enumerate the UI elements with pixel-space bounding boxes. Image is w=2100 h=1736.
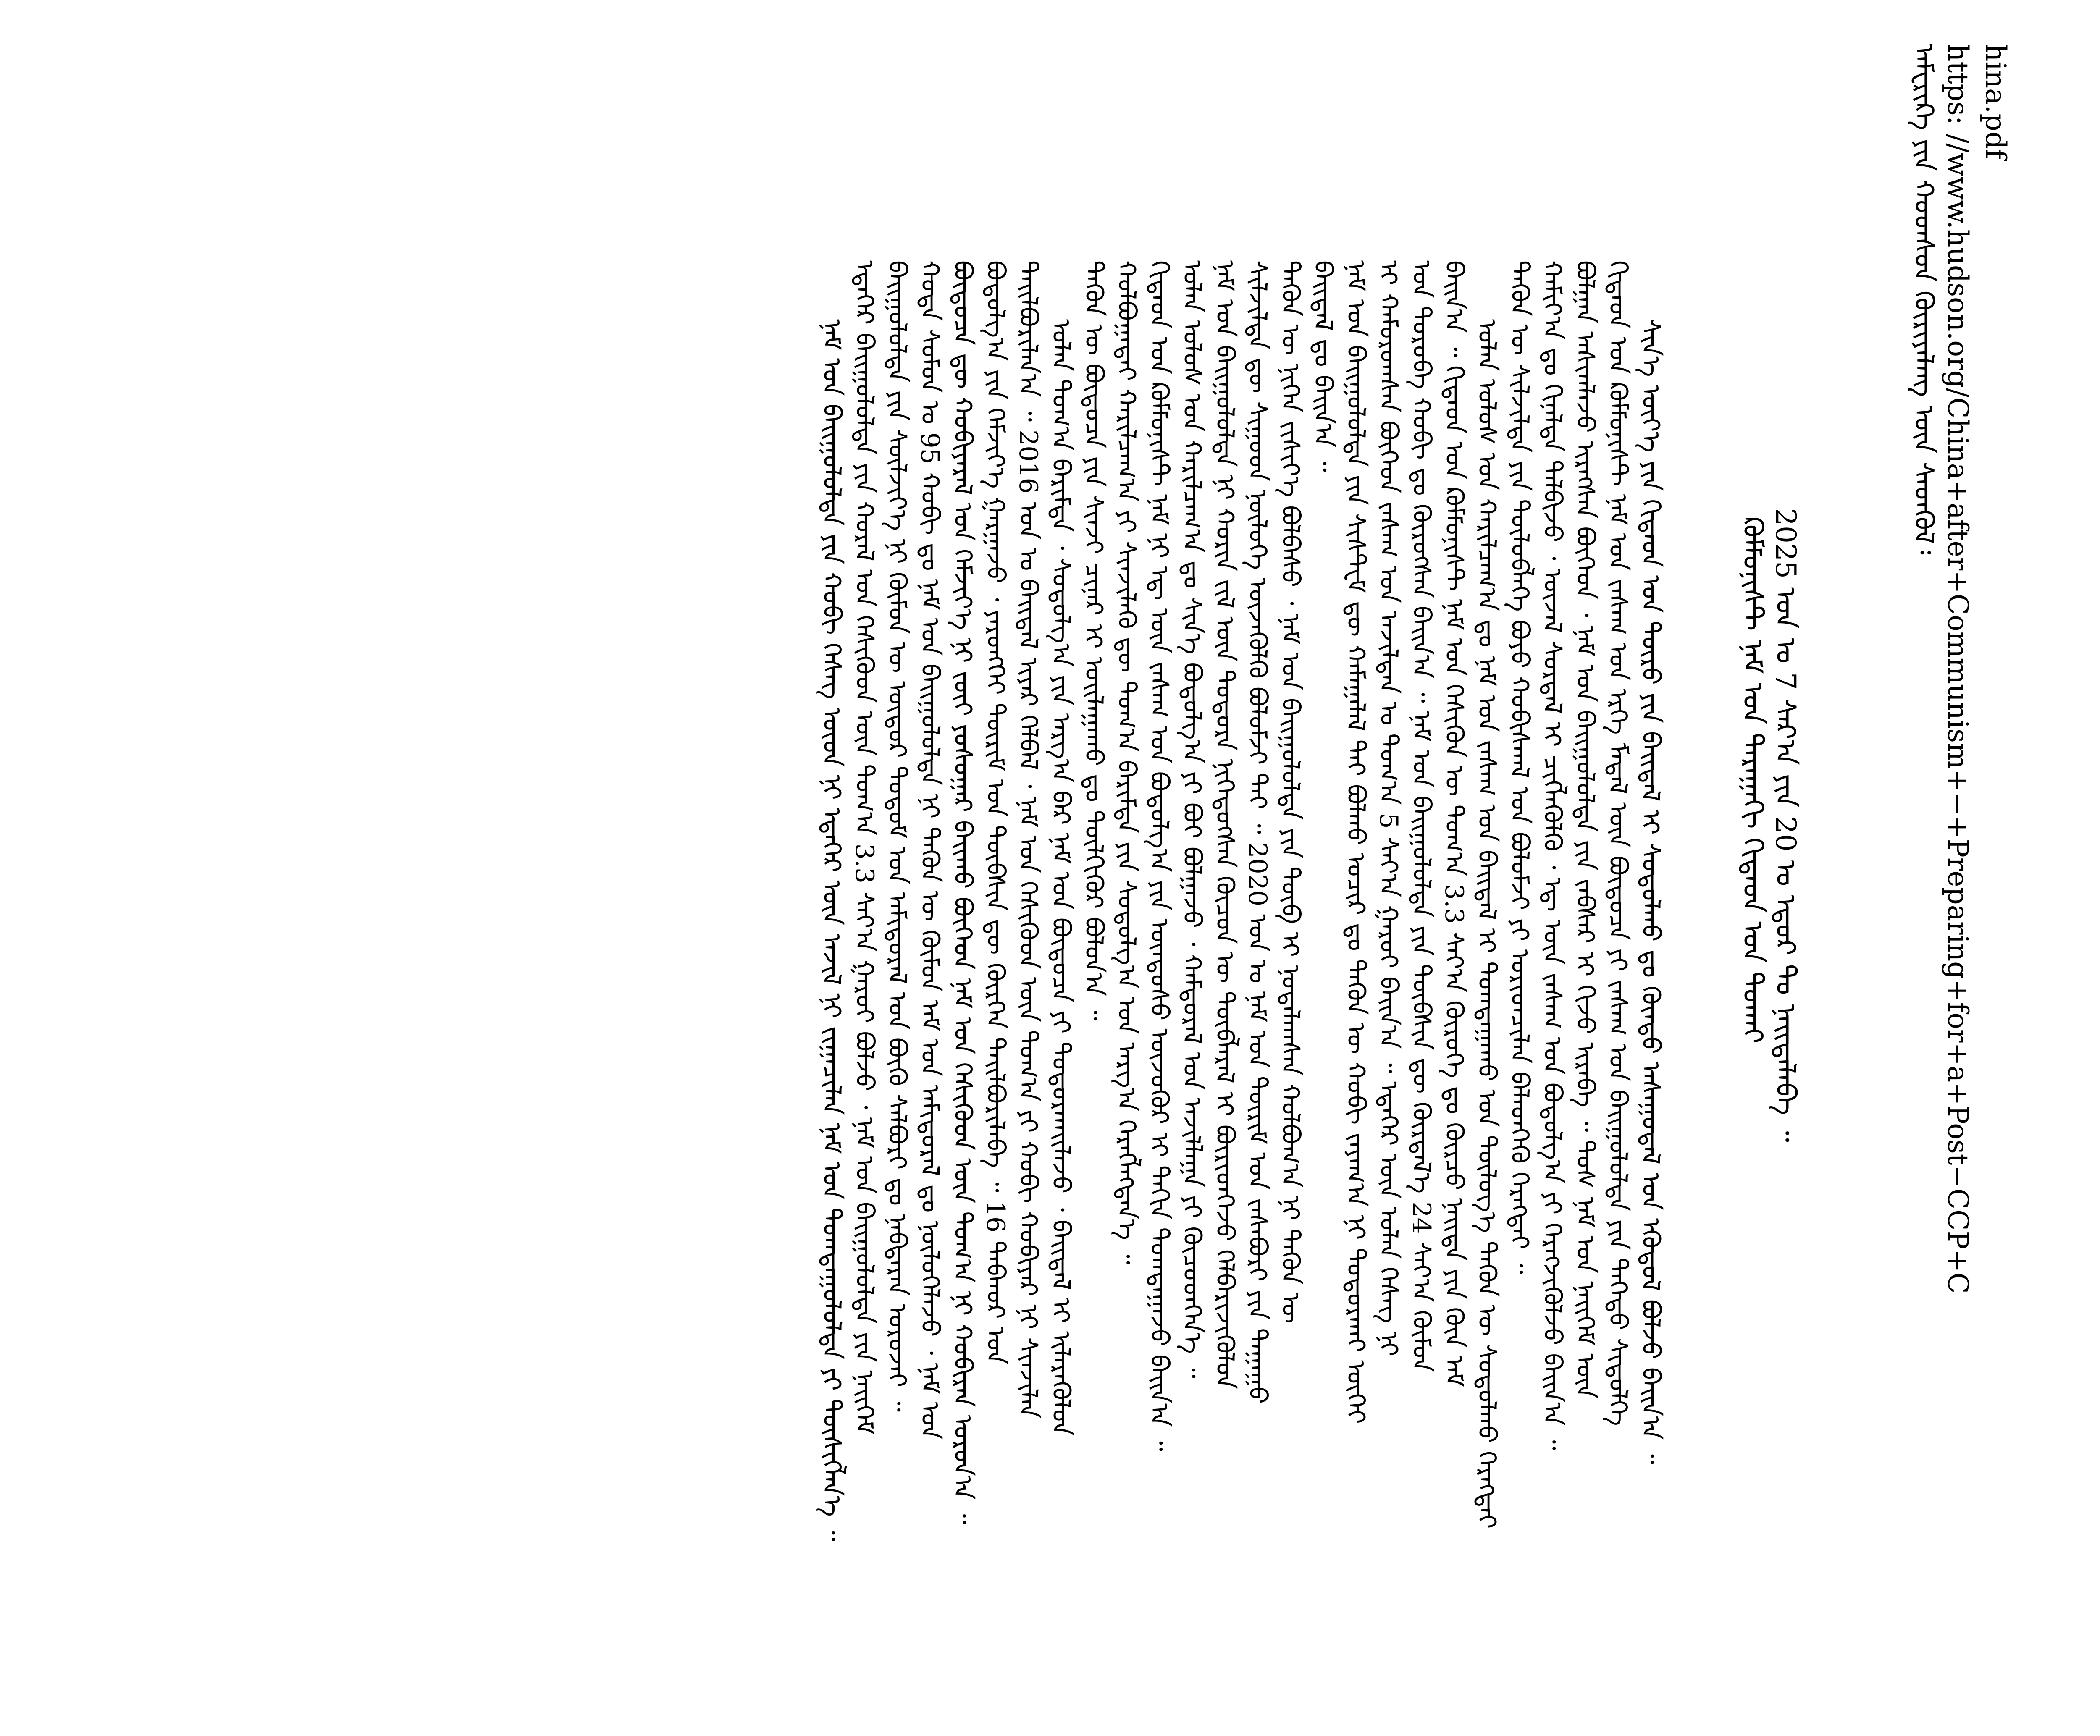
body-line: ᠬᠠᠮᠢᠶ᠎ᠠ ᠳᠤ ᠬᠢᠨᠠᠯᠲᠠ ᠲᠠᠯᠪᠢᠵᠤ ᠂ ᠦᠵᠡᠯ ᠰᠤᠷᠲᠠᠯ ᠢ ᠴᠢᠭᠯᠡᠭᠦᠯᠬᠦ ᠂ ᠡᠳ᠋ ᠦᠨ ᠵᠠᠰᠠᠭ ᠤᠨ ᠪᠣᠳᠣᠯᠭ᠎ᠠ ᠶᠢ ᠬᠡᠷᠡᠭᠵᠢᠭᠦᠯᠵᠦ ᠪᠠᠢᠨ᠎ᠠ ᠃ xyxy=(1538,260,1567,1450)
body-line: ᠣᠯᠠᠨ ᠤᠯᠤᠰ ᠤᠨ ᠬᠠᠷᠢᠯᠴᠠᠭ᠎ᠠ ᠳᠤ ᠨᠠᠮ ᠤᠨ ᠵᠠᠰᠠᠭ ᠤᠨ ᠪᠠᠢᠳᠠᠯ ᠢ ᠲᠣᠭᠲᠠᠭᠠᠬᠤ ᠤᠨ ᠲᠥᠯᠥᠭ᠎ᠡ ᠲᠡᠭᠦᠨ ᠦ ᠰᠣᠳᠤᠯᠬᠤ ᠬᠡᠷᠡᠭᠲᠡᠢ xyxy=(1472,319,1502,1529)
body-line: ᠤᠨ ᠳᠤᠷᠤᠪᠠ ᠬᠤᠪᠢ ᠳᠤ ᠬᠦᠷᠦᠭᠰᠡᠨ ᠪᠠᠢᠨ᠎ᠠ ᠃ ᠨᠠᠮ ᠤᠨ ᠪᠠᠢᠭᠤᠯᠤᠯᠲᠠ ᠶᠢᠨ ᠲᠦᠪᠰᠢᠨ ᠳᠦ ᠬᠦᠷᠲᠡᠯ᠎ᠡ 24 ᠰᠠᠶ᠎ᠠ ᠬᠦᠮᠦᠨ xyxy=(1407,260,1436,1372)
body-line: ᠣᠯᠠᠨ ᠤᠯᠤᠰ ᠤᠨ ᠬᠠᠷᠢᠯᠴᠠᠭ᠎ᠠ ᠳᠤ ᠰᠢᠨ᠎ᠡ ᠪᠣᠳᠣᠯᠭ᠎ᠠ ᠶᠢ ᠪᠤᠢ ᠪᠣᠯᠭᠠᠵᠤ ᠂ ᠬᠠᠮᠲᠤᠷᠠᠯ ᠤᠨ ᠠᠵᠢᠯᠯᠠᠭᠠ ᠶᠢ ᠬᠦᠴᠦᠳᠬᠡᠨ᠎ᠡ ᠃ xyxy=(1177,260,1207,1379)
body-line: ᠲᠠᠢᠯᠪᠤᠷᠢᠯᠠᠨ᠎ᠠ ᠃ 2016 ᠣᠨ ᠤ ᠪᠠᠢᠳᠠᠯ ᠢᠶᠠᠷ ᠬᠡᠯᠪᠡᠯ ᠂ ᠨᠠᠮ ᠤᠨ ᠭᠡᠰᠢᠭᠦᠳ ᠦᠨ ᠲᠣᠭ᠎ᠠ ᠶᠢ ᠬᠤᠪᠢ ᠬᠤᠪᠢᠶᠠᠷ ᠨᠢ ᠰᠢᠨᠵᠢᠯᠡᠨ xyxy=(1013,260,1043,1419)
body-line: ᠨᠠᠮ ᠤᠨ ᠪᠠᠢᠭᠤᠯᠤᠯᠲᠠ ᠶᠢᠨ ᠰᠢᠰᠲ᠋ᠧᠮ ᠳᠦ ᠬᠠᠮᠠᠭᠠᠯᠠᠯ ᠲᠠᠢ ᠪᠣᠯᠬᠤ ᠤᠴᠢᠷ ᠳᠤ ᠲᠡᠭᠦᠨ ᠦ ᠬᠤᠪᠢ ᠵᠠᠶᠠᠭ᠎ᠠ ᠨᠢ ᠲᠣᠳᠣᠷᠬᠠᠢ ᠦᠭᠡᠢ xyxy=(1341,260,1370,1424)
body-line: ᠲᠡᠭᠦᠨ ᠦ ᠨᠢᠭᠡᠨ ᠵᠢᠱᠢᠶ᠎ᠡ ᠪᠣᠯᠪᠠᠰᠤ ᠂ ᠨᠠᠮ ᠤᠨ ᠪᠠᠢᠭᠤᠯᠤᠯᠲᠠ ᠶᠢᠨ ᠲᠥᠪ ᠢ ᠨᠣᠲᠠᠯᠠᠭᠰᠠᠨ ᠬᠣᠯᠪᠤᠭ᠎ᠠ ᠨᠢ ᠲᠡᠭᠦᠨ ᠦ xyxy=(1276,260,1305,1324)
body-line: ᠢ ᠬᠠᠮᠤᠷᠤᠭᠰᠠᠨ ᠪᠥᠭᠡᠳ ᠵᠠᠰᠠᠭ ᠤᠨ ᠠᠵᠢᠯᠲᠠᠨ ᠤ ᠲᠣᠭ᠎ᠠ 5 ᠰᠠᠶ᠎ᠠ ᠭᠠᠷᠤᠢ ᠪᠠᠢᠨ᠎ᠠ ᠃ ᠡᠳᠡᠭᠡᠷ ᠦᠨ ᠣᠯᠠᠨ ᠬᠡᠰᠡᠭ ᠨᠢ xyxy=(1374,260,1403,1356)
body-line: ᠨᠠᠮ ᠤᠨ ᠪᠠᠢᠭᠤᠯᠤᠯᠲᠠ ᠶᠢᠨ ᠬᠤᠪᠢ ᠬᠡᠰᠡᠭ ᠦᠳ ᠨᠢ ᠡᠳᠡᠭᠡᠷ ᠦᠨ ᠠᠵᠢᠯ ᠨᠢ ᠵᠢᠭᠠᠴᠢᠯᠠᠨ ᠨᠠᠮ ᠤᠨ ᠲᠣᠭᠲᠠᠭᠤᠯᠤᠯᠲᠠ ᠶᠢ ᠲᠦᠰᠢᠭᠯᠡᠨ᠎ᠡ ᠃ xyxy=(817,319,846,1542)
body-line: ᠪᠠᠢᠭᠤᠯᠤᠯᠲᠠ ᠶᠢᠨ ᠰᠦᠯᠵᠢᠶ᠎ᠡ ᠨᠢ ᠬᠦᠮᠦᠨ ᠦ ᠥᠳᠥᠷ ᠲᠤᠲᠤᠮ ᠤᠨ ᠠᠮᠢᠳᠤᠷᠠᠯ ᠤᠨ ᠪᠦᠬᠦ ᠰᠠᠯᠪᠤᠷᠢ ᠳᠤ ᠨᠡᠪᠲᠡᠷᠡᠨ ᠣᠷᠣᠵᠠᠢ ᠃ xyxy=(882,260,912,1412)
article-subtitle: ᠺᠣᠮᠮᠦᠨᠢᠰᠲ ᠨᠠᠮ ᠤᠨ ᠳᠠᠷᠠᠭᠠᠬᠢ ᠬᠢᠲᠠᠳ ᠤᠨ ᠲᠤᠬᠠᠢ xyxy=(1737,517,1769,1044)
body-line: ᠪᠦᠲᠦᠴᠡ ᠳᠦ ᠬᠤᠪᠢᠶᠠᠷᠠᠯ ᠤᠨ ᠬᠡᠮᠵᠢᠶ᠎ᠡ ᠨᠢ ᠵᠦᠢ ᠶᠣᠰᠤᠭᠠᠷ ᠪᠠᠢᠬᠤ ᠪᠥᠭᠡᠳ ᠨᠠᠮ ᠤᠨ ᠭᠡᠰᠢᠭᠦᠳ ᠦᠨ ᠲᠣᠭ᠎ᠠ ᠨᠢ ᠬᠤᠪᠢᠷᠠᠨ ᠣᠷᠣᠨ᠎ᠠ ᠃ xyxy=(948,260,977,1524)
body-line: ᠲᠡᠭᠦᠨ ᠦ ᠪᠦᠲᠦᠴᠡ ᠶᠢᠨ ᠰᠢᠨᠵᠢ ᠴᠢᠨᠠᠷ ᠢ ᠣᠢᠯᠠᠭᠠᠬᠤ ᠳᠤ ᠲᠦᠯᠬᠢᠭᠦᠷ ᠪᠣᠯᠤᠨ᠎ᠠ ᠃ xyxy=(1079,260,1108,1021)
publication-date: 2025 ᠣᠨ ᠤ 7 ᠰᠠᠷ᠎ᠠ ᠶᠢᠨ 20 ᠤ ᠡᠳᠦᠷ ᠲᠤ ᠨᠡᠢᠲᠡᠯᠡᠪᠡ ᠃ xyxy=(1769,508,1802,1142)
body-line: ᠡᠳᠡᠭᠡᠷ ᠪᠠᠢᠭᠤᠯᠤᠯᠲᠠ ᠶᠢᠨ ᠬᠤᠷᠠᠯ ᠤᠨ ᠭᠡᠰᠢᠭᠦᠳ ᠦᠨ ᠲᠣᠭ᠎ᠠ 3.3 ᠰᠠᠶ᠎ᠠ ᠭᠠᠷᠤᠢ ᠪᠣᠯᠵᠤ ᠂ ᠨᠠᠮ ᠤᠨ ᠪᠠᠢᠭᠤᠯᠤᠯᠲᠠ ᠶᠢᠨ ᠨᠡᠢᠭᠡᠮ xyxy=(850,260,879,1435)
body-line: ᠰᠢᠨ᠎ᠡ ᠦᠶ᠎ᠡ ᠶᠢᠨ ᠬᠢᠲᠠᠳ ᠤᠨ ᠲᠥᠷᠦ ᠶᠢᠨ ᠪᠠᠢᠳᠠᠯ ᠢ ᠰᠣᠳᠤᠯᠬᠤ ᠳᠤ ᠬᠦᠨᠳᠦ ᠠᠰᠠᠭᠤᠳᠠᠯ ᠤᠨ ᠡᠭᠦᠳᠦᠯ ᠪᠣᠯᠵᠤ ᠪᠠᠢᠨ᠎ᠠ ᠃ xyxy=(1636,319,1665,1464)
document-url: https: //www.hudson.org/China+after+Communism+−+Preparing+for+a+Post−CCP+C xyxy=(1942,44,1974,1294)
body-line: ᠬᠢᠲᠠᠳ ᠤᠨ ᠺᠣᠮᠮᠦᠨᠢᠰᠲ ᠨᠠᠮ ᠤᠨ ᠵᠠᠰᠠᠭ ᠤᠨ ᠡᠷᠬᠡ ᠮᠡᠳᠡᠯ ᠦᠨ ᠪᠦᠲᠦᠴᠡ ᠶᠢ ᠵᠠᠰᠠᠭ ᠤᠨ ᠪᠠᠢᠭᠤᠯᠤᠯᠲᠠ ᠶᠢᠨ ᠲᠡᠭᠡᠳᠦ ᠰᠢᠲᠦᠯᠭᠡ xyxy=(1603,260,1633,1426)
document-source-line: ᠠᠮᠧᠷᠢᠺᠠ ᠶᠢᠨ ᠬᠤᠳᠰᠤᠨ ᠬᠦᠷᠢᠶᠡᠯᠡᠩ ᠦᠨ ᠰᠡᠳᠬᠦᠯ᠄ xyxy=(1908,44,1939,555)
body-line: ᠣᠯᠠᠨ ᠲᠣᠭ᠎ᠠ ᠪᠠᠷᠢᠮᠲᠠ ᠂ ᠰᠣᠳᠤᠯᠭ᠎ᠠ ᠶᠢᠨ ᠠᠷᠭ᠎ᠠ ᠪᠠᠷ ᠨᠠᠮ ᠤᠨ ᠪᠦᠲᠦᠴᠡ ᠶᠢ ᠲᠣᠳᠣᠷᠬᠠᠢᠯᠠᠵᠤ ᠂ ᠪᠠᠢᠳᠠᠯ ᠢ ᠢᠯᠡᠷᠡᠭᠦᠯᠦᠨ xyxy=(1046,319,1076,1436)
body-line: ᠬᠣᠯᠪᠣᠭᠠᠲᠠᠢ ᠬᠠᠷᠢᠯᠴᠠᠭ᠎ᠠ ᠶᠢ ᠰᠢᠨᠵᠢᠯᠡᠬᠦ ᠳᠦ ᠲᠣᠭ᠎ᠠ ᠪᠠᠷᠢᠮᠲᠠ ᠶᠢᠨ ᠰᠤᠳᠤᠯᠭ᠎ᠠ ᠤᠨ ᠠᠷᠭ᠎ᠠ ᠬᠡᠷᠡᠭᠯᠡᠭᠳᠡᠨ᠎ᠡ ᠃ xyxy=(1112,260,1141,1265)
body-line: ᠨᠠᠮ ᠤᠨ ᠪᠠᠢᠭᠤᠯᠤᠯᠲᠠ ᠨᠢ ᠬᠣᠷᠢᠨ ᠵᠢᠯ ᠦᠨ ᠳᠣᠲᠣᠷᠠ ᠨᠢᠭᠡᠳᠦᠭᠰᠡᠨ ᠬᠦᠴᠦᠨ ᠦ ᠲᠥᠪᠯᠡᠷᠡᠯ ᠢ ᠪᠦᠷᠢᠳᠬᠡᠵᠦ ᠬᠡᠯᠪᠡᠷᠢᠵᠢᠭᠦᠯᠦᠨ xyxy=(1210,260,1239,1389)
body-line: ᠪᠣᠯᠭᠠᠨ ᠠᠰᠢᠭᠯᠠᠵᠤ ᠢᠷᠡᠭᠰᠡᠨ ᠪᠥᠭᠡᠳ ᠂ ᠨᠠᠮ ᠤᠨ ᠪᠠᠢᠭᠤᠯᠤᠯᠲᠠ ᠶᠢᠨ ᠵᠠᠪᠰᠠᠷ ᠢ ᠬᠢᠵᠤ ᠢᠷᠡᠪᠡ ᠃ ᠲᠤᠰ ᠨᠠᠮ ᠤᠨ ᠨᠡᠢᠭᠡᠮ ᠦᠨ xyxy=(1570,260,1600,1399)
body-line: ᠪᠣᠳᠣᠯᠭ᠎ᠠ ᠶᠢᠨ ᠬᠡᠮᠵᠢᠶ᠎ᠡ ᠭᠠᠷᠭᠠᠵᠤ ᠂ ᠶᠡᠷᠦᠩᠬᠡᠢ ᠳᠦᠷᠢᠮ ᠤᠨ ᠲᠦᠪᠰᠢᠨ ᠳᠦ ᠬᠦᠷᠭᠡᠨ ᠲᠠᠢᠯᠪᠤᠷᠢᠯᠠᠪᠠ ᠃ 16 ᠳᠠᠪᠬᠤᠷ ᠤᠨ xyxy=(981,260,1010,1365)
body-line: ᠲᠡᠭᠦᠨ ᠦ ᠰᠢᠯᠵᠢᠯᠲᠡ ᠶᠢᠨ ᠲᠥᠯᠥᠪᠯᠡᠭᠡ ᠪᠤᠶᠤ ᠬᠤᠪᠢᠰᠬᠠᠯ ᠤᠨ ᠪᠣᠯᠣᠮᠵᠢ ᠶᠢ ᠤᠷᠢᠳᠴᠢᠯᠠᠨ ᠪᠡᠯᠡᠳᠬᠡᠬᠦ ᠬᠡᠷᠡᠭᠲᠡᠢ ᠃ xyxy=(1505,260,1534,1274)
body-line: ᠬᠣᠲᠠ ᠰᠤᠮᠤᠨ ᠤ 95 ᠬᠤᠪᠢ ᠳᠤ ᠨᠠᠮ ᠤᠨ ᠪᠠᠢᠭᠤᠯᠤᠯᠲᠠ ᠨᠢ ᠲᠡᠭᠦᠨ ᠦ ᠬᠦᠮᠦᠨ ᠠᠮ ᠤᠨ ᠠᠮᠢᠳᠤᠷᠠᠯ ᠳᠤ ᠨᠥᠯᠥᠭᠡᠯᠡᠵᠦ ᠂ ᠨᠠᠮ ᠤᠨ xyxy=(915,260,945,1440)
body-line: ᠪᠠᠢᠨ᠎ᠠ ᠃ ᠬᠢᠲᠠᠳ ᠤᠨ ᠺᠣᠮᠮᠦᠨᠢᠰᠲ ᠨᠠᠮ ᠤᠨ ᠭᠡᠰᠢᠭᠦᠨ ᠦ ᠲᠣᠭ᠎ᠠ 3.3 ᠰᠠᠶ᠎ᠠ ᠬᠦᠷᠦᠭᠡ ᠳᠤ ᠬᠦᠷᠴᠦ ᠨᠡᠢᠲᠡ ᠶᠢᠨ ᠬᠦᠨ ᠠᠮ xyxy=(1439,260,1469,1387)
body-line: ᠬᠢᠲᠠᠳ ᠤᠨ ᠺᠣᠮᠮᠦᠨᠢᠰᠲ ᠨᠠᠮ ᠨᠢ ᠡᠳ᠋ ᠦᠨ ᠵᠠᠰᠠᠭ ᠤᠨ ᠪᠣᠳᠣᠯᠭ᠎ᠠ ᠶᠢᠨ ᠦᠨᠳᠦᠰᠦ ᠦᠵᠦᠭᠦᠷ ᠢ ᠳᠠᠬᠢᠨ ᠲᠣᠭᠲᠠᠭᠠᠵᠤ ᠪᠠᠢᠨ᠎ᠠ ᠃ xyxy=(1144,260,1174,1452)
body-line: ᠪᠠᠢᠳᠠᠯ ᠳᠤ ᠪᠠᠢᠨ᠎ᠠ ᠃ xyxy=(1308,260,1338,472)
document-filename: hina.pdf xyxy=(1979,44,2012,160)
body-line: ᠰᠢᠯᠵᠢᠯᠲᠡ ᠳᠦ ᠰᠢᠭᠤᠳ ᠨᠥᠯᠥᠭᠡ ᠦᠵᠡᠭᠦᠯᠬᠦ ᠪᠣᠯᠤᠮᠵᠢ ᠲᠠᠢ ᠃ 2020 ᠣᠨ ᠤ ᠨᠠᠮ ᠤᠨ ᠳᠦᠷᠢᠮ ᠤᠨ ᠵᠠᠰᠠᠪᠤᠷᠢ ᠶᠢᠨ ᠳᠠᠭᠠᠭᠤ xyxy=(1243,260,1272,1404)
